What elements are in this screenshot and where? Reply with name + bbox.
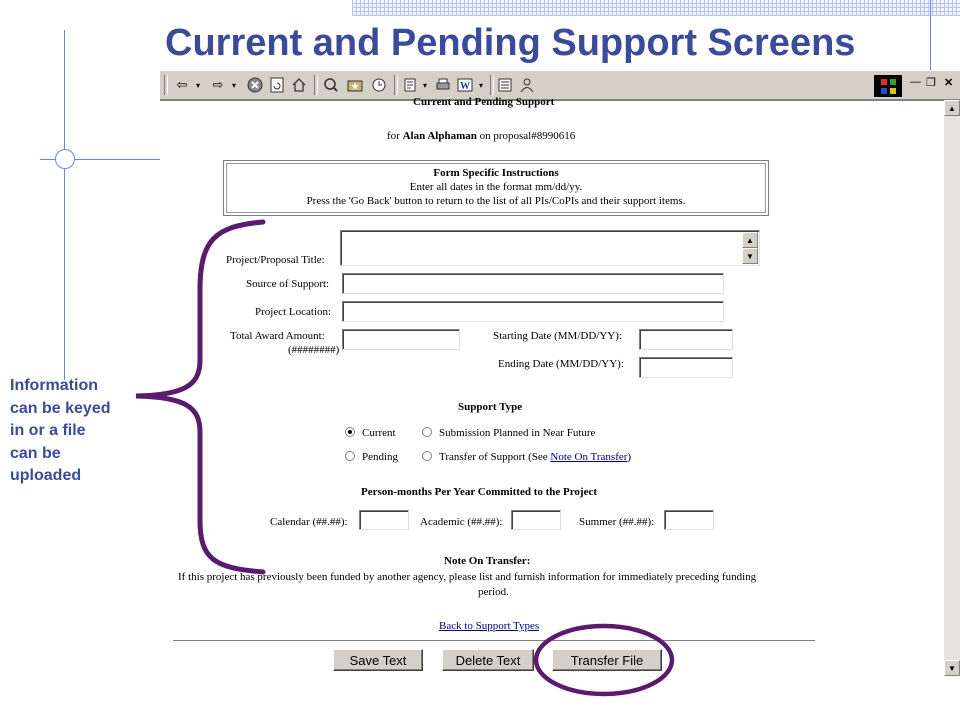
toolbar-separator bbox=[164, 75, 168, 95]
favorites-icon[interactable] bbox=[346, 76, 364, 94]
restore-icon[interactable]: ❐ bbox=[926, 77, 936, 89]
history-glyph bbox=[371, 77, 387, 93]
print-icon[interactable] bbox=[434, 76, 452, 94]
chevron-down-icon[interactable]: ▾ bbox=[195, 80, 200, 90]
toolbar-separator bbox=[394, 75, 398, 95]
delete-text-button[interactable]: Delete Text bbox=[442, 649, 534, 671]
forward-arrow-icon[interactable]: ⇨ bbox=[212, 77, 224, 92]
person-months-heading: Person-months Per Year Committed to the Project bbox=[361, 486, 598, 498]
textarea-scrollbar[interactable] bbox=[742, 232, 758, 264]
summer-input[interactable] bbox=[664, 510, 714, 530]
close-icon[interactable]: ✕ bbox=[944, 77, 954, 89]
start-date-label: Starting Date (MM/DD/YY): bbox=[493, 330, 622, 342]
decorative-circle bbox=[55, 149, 75, 169]
messenger-glyph bbox=[519, 77, 535, 93]
calendar-input[interactable] bbox=[359, 510, 409, 530]
instructions-line: Press the 'Go Back' button to return to the list of all PIs/CoPIs and their support items. bbox=[306, 195, 686, 207]
scroll-down-icon[interactable]: ▼ bbox=[944, 660, 960, 676]
award-input[interactable] bbox=[342, 329, 460, 350]
browser-toolbar bbox=[160, 70, 960, 101]
pi-line bbox=[387, 130, 575, 142]
scroll-down-icon[interactable]: ▼ bbox=[742, 248, 758, 264]
radio-pending[interactable] bbox=[345, 451, 355, 461]
print-glyph bbox=[435, 77, 451, 93]
minimize-icon[interactable]: — bbox=[910, 76, 921, 88]
stop-icon[interactable] bbox=[246, 76, 264, 94]
back-arrow-icon[interactable]: ⇦ bbox=[176, 77, 188, 92]
page-heading: Current and Pending Support bbox=[413, 96, 555, 108]
edit-glyph bbox=[457, 77, 473, 93]
instructions-title: Form Specific Instructions bbox=[433, 167, 559, 179]
refresh-glyph bbox=[269, 77, 285, 93]
discuss-icon[interactable] bbox=[496, 76, 514, 94]
see-prefix: (See bbox=[528, 451, 548, 463]
source-input[interactable] bbox=[342, 273, 724, 294]
side-note bbox=[10, 375, 140, 488]
decorative-line bbox=[64, 30, 65, 380]
toolbar-separator bbox=[314, 75, 318, 95]
source-label: Source of Support: bbox=[246, 278, 330, 290]
location-label: Project Location: bbox=[255, 306, 332, 318]
home-icon[interactable] bbox=[290, 76, 308, 94]
side-note-line: uploaded bbox=[10, 467, 82, 484]
back-to-support-types-link[interactable]: Back to Support Types bbox=[439, 620, 540, 632]
radio-pending-label: Pending bbox=[362, 451, 399, 463]
end-date-input[interactable] bbox=[639, 357, 733, 378]
search-glyph bbox=[323, 77, 339, 93]
transfer-file-button[interactable]: Transfer File bbox=[552, 649, 662, 671]
messenger-icon[interactable] bbox=[518, 76, 536, 94]
toolbar-separator bbox=[490, 75, 494, 95]
divider bbox=[173, 640, 815, 642]
home-glyph bbox=[291, 77, 307, 93]
browser-window bbox=[160, 70, 960, 676]
mail-glyph bbox=[403, 77, 419, 93]
slide-title: Current and Pending Support Screens bbox=[165, 22, 856, 64]
instructions-line: Enter all dates in the format mm/dd/yy. bbox=[409, 181, 583, 193]
radio-current-label: Current bbox=[362, 427, 396, 439]
scroll-up-icon[interactable]: ▲ bbox=[944, 100, 960, 116]
note-on-transfer-link[interactable]: Note On Transfer bbox=[550, 451, 628, 463]
on-proposal-label: on proposal# bbox=[479, 130, 537, 142]
chevron-down-icon[interactable]: ▾ bbox=[422, 80, 427, 90]
scroll-up-icon[interactable]: ▲ bbox=[742, 232, 758, 248]
search-icon[interactable] bbox=[322, 76, 340, 94]
end-date-label: Ending Date (MM/DD/YY): bbox=[498, 358, 624, 370]
side-note-line: Information bbox=[10, 377, 98, 394]
side-note-line: can be bbox=[10, 444, 61, 462]
radio-planned[interactable] bbox=[422, 427, 432, 437]
summer-label: Summer (##.##): bbox=[579, 516, 655, 528]
transfer-label: Transfer of Support bbox=[439, 451, 526, 463]
chevron-down-icon[interactable]: ▾ bbox=[231, 80, 236, 90]
academic-label: Academic (##.##): bbox=[420, 516, 503, 528]
calendar-label: Calendar (##.##): bbox=[270, 516, 348, 528]
award-label: Total Award Amount: bbox=[230, 330, 325, 342]
radio-current[interactable] bbox=[345, 427, 355, 437]
note-heading: Note On Transfer: bbox=[444, 555, 531, 567]
side-note-line: can be keyed bbox=[10, 399, 111, 417]
support-type-heading: Support Type bbox=[458, 401, 523, 413]
title-textarea[interactable] bbox=[340, 230, 760, 266]
edit-icon[interactable] bbox=[456, 76, 474, 94]
start-date-input[interactable] bbox=[639, 329, 733, 350]
title-label: Project/Proposal Title: bbox=[226, 254, 325, 266]
windows-logo-icon bbox=[874, 75, 902, 97]
award-format: (########) bbox=[288, 344, 340, 356]
favorites-glyph bbox=[347, 77, 363, 93]
pi-name: Alan Alphaman bbox=[402, 130, 477, 142]
refresh-icon[interactable] bbox=[268, 76, 286, 94]
side-note-line: in or a file bbox=[10, 422, 86, 439]
decorative-grid bbox=[352, 0, 960, 16]
page-scrollbar[interactable] bbox=[944, 100, 960, 676]
radio-transfer[interactable] bbox=[422, 451, 432, 461]
decorative-line bbox=[930, 0, 931, 70]
discuss-glyph bbox=[497, 77, 513, 93]
note-text: If this project has previously been funded by another agency, please list and furnish information for immediately preceding funding bbox=[178, 571, 757, 583]
academic-input[interactable] bbox=[511, 510, 561, 530]
proposal-number: 8990616 bbox=[536, 130, 576, 142]
instructions-box bbox=[223, 160, 769, 216]
note-text: period. bbox=[478, 586, 509, 598]
radio-planned-label: Submission Planned in Near Future bbox=[439, 427, 596, 439]
for-prefix: for bbox=[387, 130, 400, 142]
see-suffix: ) bbox=[627, 451, 632, 463]
form-page bbox=[160, 96, 944, 676]
svg-text:W: W bbox=[460, 81, 470, 92]
stop-glyph bbox=[247, 77, 263, 93]
location-input[interactable] bbox=[342, 301, 724, 322]
mail-icon[interactable] bbox=[402, 76, 420, 94]
history-icon[interactable] bbox=[370, 76, 388, 94]
save-text-button[interactable]: Save Text bbox=[333, 649, 423, 671]
chevron-down-icon[interactable]: ▾ bbox=[478, 80, 483, 90]
radio-transfer-label bbox=[439, 451, 631, 463]
